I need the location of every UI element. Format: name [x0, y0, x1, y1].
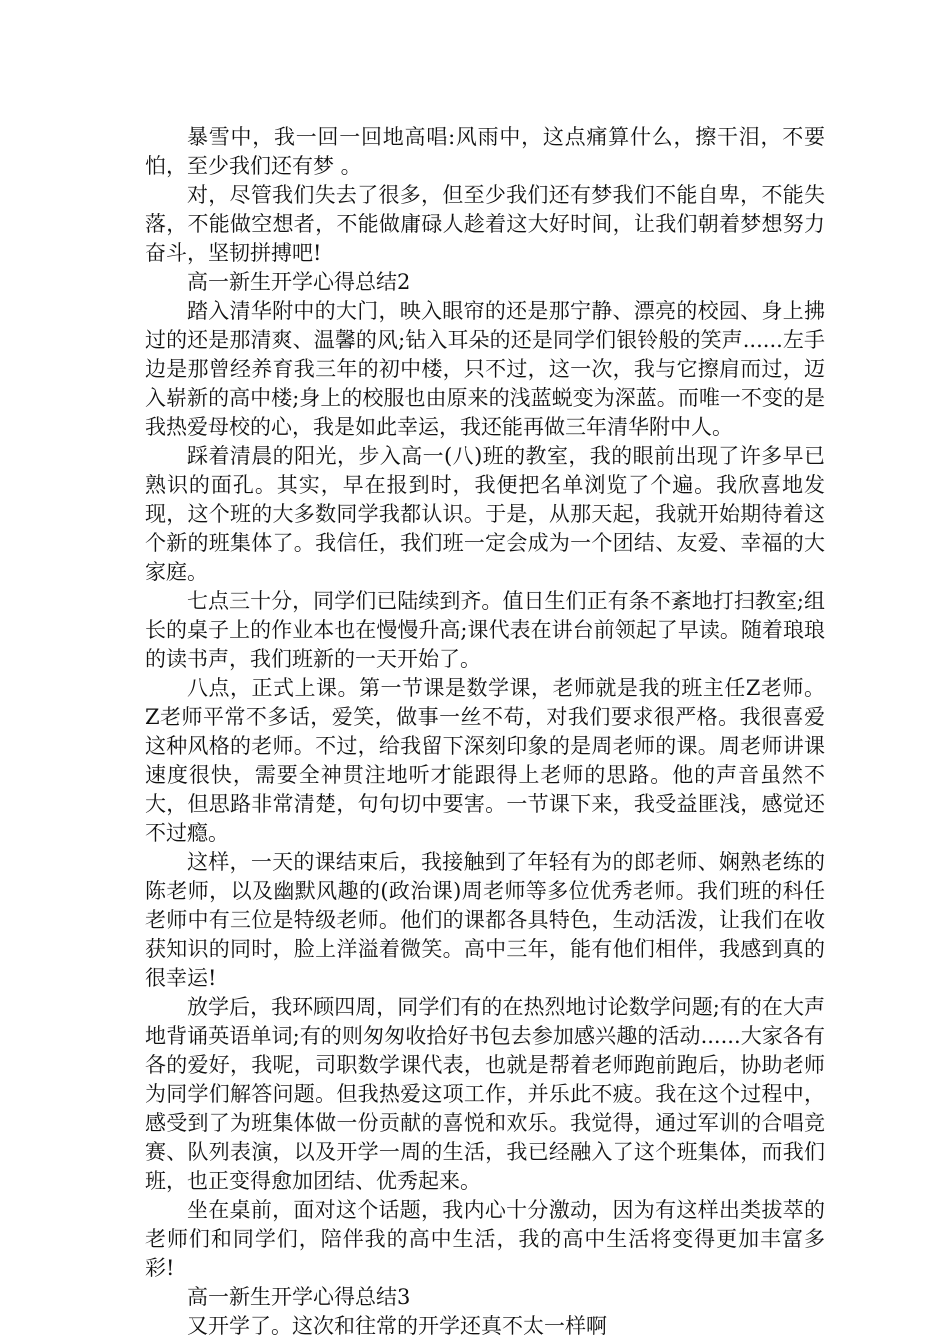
- section-heading: 高一新生开学心得总结2: [187, 270, 411, 294]
- paragraph: 踩着清晨的阳光，步入高一(八)班的教室，我的眼前出现了许多早已熟识的面孔。其实，早在报到时，我便把名单浏览了个遍。我欣喜地发现，这个班的大多数同学我都认识。于是，从那天起，我就开始期待着这个新的班集体了。我信任，我们班一定会成为一个团结、友爱、幸福的大家庭。: [145, 444, 825, 584]
- paragraph: 坐在桌前，面对这个话题，我内心十分激动，因为有这样出类拔萃的老师们和同学们，陪伴我的高中生活，我的高中生活将变得更加丰富多彩!: [145, 1198, 825, 1280]
- paragraph: 放学后，我环顾四周，同学们有的在热烈地讨论数学问题;有的在大声地背诵英语单词;有的则匆匆收拾好书包去参加感兴趣的活动......大家各有各的爱好，我呢，司职数学课代表，也就是帮着老师跑前跑后，协助老师为同学们解答问题。但我热爱这项工作，并乐此不疲。我在这个过程中，感受到了为班集体做一份贡献的喜悦和欢乐。我觉得，通过军训的合唱竞赛、队列表演，以及开学一周的生活，我已经融入了这个班集体，而我们班，也正变得愈加团结、优秀起来。: [145, 995, 825, 1193]
- paragraph: 对，尽管我们失去了很多，但至少我们还有梦我们不能自卑，不能失落，不能做空想者，不能做庸碌人趁着这大好时间，让我们朝着梦想努力奋斗，坚韧拼搏吧!: [145, 183, 825, 265]
- paragraph: 踏入清华附中的大门，映入眼帘的还是那宁静、漂亮的校园、身上拂过的还是那清爽、温馨的风;钻入耳朵的还是同学们银铃般的笑声......左手边是那曾经养育我三年的初中楼，只不过，这一次，我与它擦肩而过，迈入崭新的高中楼;身上的校服也由原来的浅蓝蜕变为深蓝。而唯一不变的是我热爱母校的心，我是如此幸运，我还能再做三年清华附中人。: [145, 299, 825, 439]
- paragraph: 七点三十分，同学们已陆续到齐。值日生们正有条不紊地打扫教室;组长的桌子上的作业本也在慢慢升高;课代表在讲台前领起了早读。随着琅琅的读书声，我们班新的一天开始了。: [145, 589, 825, 671]
- section-heading: 高一新生开学心得总结3: [187, 1285, 411, 1309]
- paragraph: 又开学了。这次和往常的开学还真不太一样啊: [187, 1314, 607, 1338]
- document-body: [145, 123, 825, 1341]
- paragraph: 暴雪中，我一回一回地高唱:风雨中，这点痛算什么，擦干泪，不要怕，至少我们还有梦 。: [145, 125, 825, 178]
- paragraph: 这样，一天的课结束后，我接触到了年轻有为的郎老师、娴熟老练的陈老师，以及幽默风趣的(政治课)周老师等多位优秀老师。我们班的科任老师中有三位是特级老师。他们的课都各具特色，生动活泼，让我们在收获知识的同时，脸上洋溢着微笑。高中三年，能有他们相伴，我感到真的很幸运!: [145, 850, 825, 990]
- paragraph: 八点，正式上课。第一节课是数学课，老师就是我的班主任Z老师。Z老师平常不多话，爱笑，做事一丝不苟，对我们要求很严格。我很喜爱这种风格的老师。不过，给我留下深刻印象的是周老师的课。周老师讲课速度很快，需要全神贯注地听才能跟得上老师的思路。他的声音虽然不大，但思路非常清楚，句句切中要害。一节课下来，我受益匪浅，感觉还不过瘾。: [145, 676, 825, 845]
